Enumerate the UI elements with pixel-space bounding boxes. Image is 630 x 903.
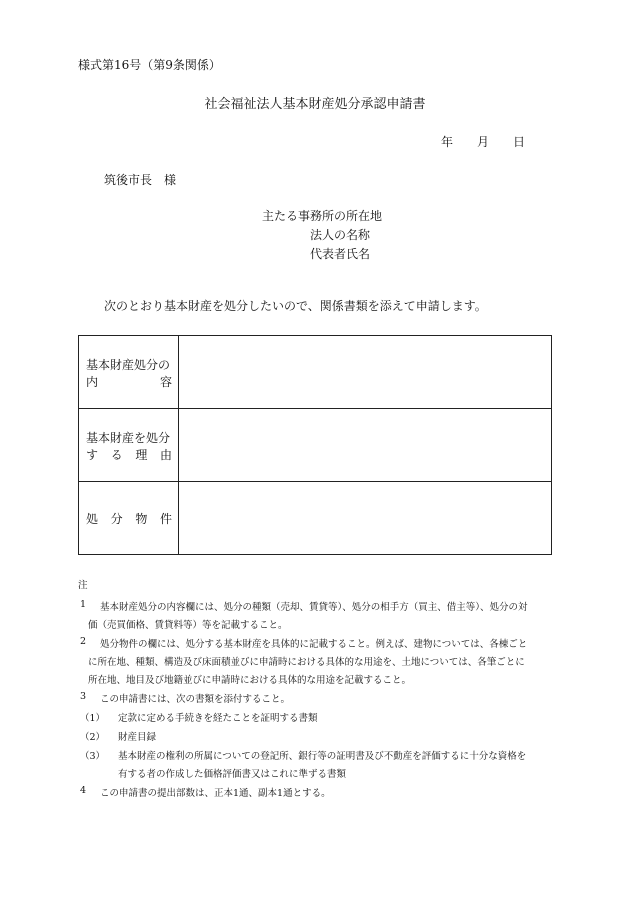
note-text: 基本財産の権利の所属についての登記所、銀行等の証明書及び不動産を評価するに十分な資格を [118, 751, 527, 762]
label-char: る [110, 448, 123, 462]
date-day-label: 日 [513, 135, 526, 149]
label-char: す [86, 448, 99, 462]
note-number: 4 [80, 785, 87, 796]
notes-heading: 注 [78, 580, 88, 591]
application-table [78, 335, 552, 555]
disposal-content-field[interactable] [179, 336, 551, 408]
table-row-disposal-content [79, 336, 551, 409]
label-char: 物 [135, 512, 148, 526]
label-char: 理 [135, 448, 148, 462]
label-char: 由 [159, 448, 172, 462]
note-number: 3 [80, 691, 87, 702]
note-text: 処分物件の欄には、処分する基本財産を具体的に記載すること。例えば、建物については、各棟ごと [100, 639, 528, 650]
label-line-spread [86, 446, 172, 463]
row-label [79, 482, 179, 554]
note-subnumber: （2） [80, 732, 106, 743]
label-line-spread [86, 373, 172, 390]
label-line-spread [86, 510, 172, 527]
note-text: 基本財産処分の内容欄には、処分の種類（売却、賃貸等）、処分の相手方（買主、借主等）、処分の対 [100, 602, 528, 613]
disposal-property-field[interactable] [179, 482, 551, 554]
note-number: 1 [80, 599, 87, 610]
label-char: 容 [159, 375, 172, 389]
request-statement: 次のとおり基本財産を処分したいので、関係書類を添えて申請します。 [104, 299, 487, 313]
table-row-disposal-reason [79, 409, 551, 482]
corporation-name-label: 法人の名称 [310, 228, 371, 242]
label-char: 内 [86, 375, 99, 389]
note-text: に所在地、種類、構造及び床面積並びに申請時における具体的な用途を、土地については、各筆ごとに [88, 657, 525, 668]
note-subnumber: （1） [80, 713, 106, 724]
label-char: 処 [86, 512, 99, 526]
label-char: 件 [159, 512, 172, 526]
addressee: 筑後市長 様 [104, 173, 177, 187]
note-text: 財産目録 [118, 732, 157, 743]
date-year-label: 年 [441, 135, 454, 149]
date-month-label: 月 [477, 135, 490, 149]
disposal-reason-field[interactable] [179, 409, 551, 481]
representative-name-label: 代表者氏名 [310, 247, 371, 261]
note-text: 有する者の作成した価格評価書又はこれに準ずる書類 [118, 769, 347, 780]
table-row-disposal-property [79, 482, 551, 554]
note-number: 2 [80, 636, 87, 647]
note-text: この申請書には、次の書類を添付すること。 [100, 694, 291, 705]
document-title: 社会福祉法人基本財産処分承認申請書 [204, 97, 426, 112]
note-subnumber: （3） [80, 751, 106, 762]
office-address-label: 主たる事務所の所在地 [262, 209, 383, 223]
note-text: 定款に定める手続きを経たことを証明する書類 [118, 713, 318, 724]
row-label [79, 336, 179, 408]
label-char: 分 [110, 512, 123, 526]
label-line: 基本財産処分の [86, 358, 171, 372]
label-line: 基本財産を処分 [86, 431, 171, 445]
row-label [79, 409, 179, 481]
note-text: 所在地、地目及び地籍並びに申請時における具体的な用途を記載すること。 [88, 675, 412, 686]
note-text: この申請書の提出部数は、正本1通、副本1通とする。 [100, 788, 331, 799]
form-number: 様式第16号（第9条関係） [78, 58, 221, 72]
note-text: 価（売買価格、賃貸料等）等を記載すること。 [88, 620, 288, 631]
